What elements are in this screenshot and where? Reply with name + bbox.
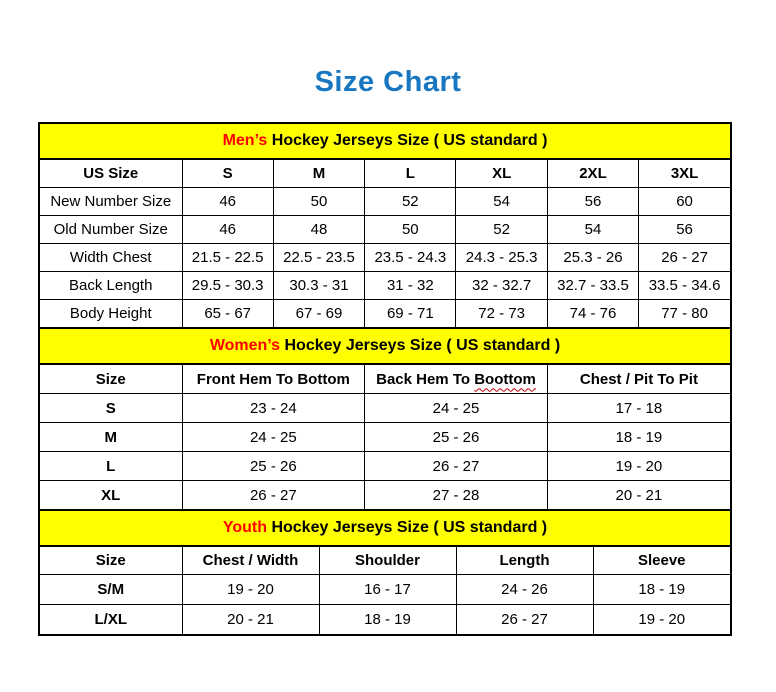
mens-cell: 77 - 80	[639, 300, 730, 328]
youth-cell: 16 - 17	[319, 575, 456, 605]
mens-table-row	[40, 300, 730, 328]
mens-cell: 23.5 - 24.3	[365, 244, 456, 272]
youth-cell: 18 - 19	[319, 605, 456, 635]
womens-table-row	[40, 423, 730, 452]
womens-header-cell: Size	[40, 365, 182, 394]
youth-header-row	[40, 547, 730, 575]
mens-cell: 30.3 - 31	[273, 272, 364, 300]
womens-cell: 25 - 26	[365, 423, 548, 452]
womens-cell: 20 - 21	[547, 481, 730, 510]
mens-cell: 72 - 73	[456, 300, 547, 328]
womens-cell: 17 - 18	[547, 394, 730, 423]
youth-cell: 18 - 19	[593, 575, 730, 605]
mens-cell: 52	[365, 188, 456, 216]
mens-cell: 52	[456, 216, 547, 244]
youth-section-header	[40, 509, 730, 547]
mens-cell: 69 - 71	[365, 300, 456, 328]
mens-header-cell: M	[273, 160, 364, 188]
youth-header-cell: Chest / Width	[182, 547, 319, 575]
mens-cell: 33.5 - 34.6	[639, 272, 730, 300]
youth-table-row	[40, 575, 730, 605]
youth-header-cell: Length	[456, 547, 593, 575]
mens-cell: 74 - 76	[547, 300, 638, 328]
womens-row-label: S	[40, 394, 182, 423]
mens-section-highlight: Men’s	[222, 132, 268, 149]
youth-cell: 20 - 21	[182, 605, 319, 635]
page-title: Size Chart	[314, 66, 462, 98]
womens-cell: 18 - 19	[547, 423, 730, 452]
womens-cell: 24 - 25	[365, 394, 548, 423]
mens-cell: 25.3 - 26	[547, 244, 638, 272]
mens-header-cell: 2XL	[547, 160, 638, 188]
mens-section-title: Hockey Jerseys Size ( US standard )	[267, 132, 548, 149]
youth-header-cell: Shoulder	[319, 547, 456, 575]
womens-section-title: Hockey Jerseys Size ( US standard )	[280, 337, 561, 354]
youth-size-table	[40, 547, 730, 634]
mens-cell: 26 - 27	[639, 244, 730, 272]
mens-cell: 54	[456, 188, 547, 216]
womens-row-label: L	[40, 452, 182, 481]
womens-header-back-prefix: Back Hem To	[376, 370, 471, 388]
womens-cell: 27 - 28	[365, 481, 548, 510]
womens-table-row	[40, 481, 730, 510]
womens-section-highlight: Women’s	[209, 337, 281, 354]
mens-cell: 60	[639, 188, 730, 216]
mens-cell: 29.5 - 30.3	[182, 272, 273, 300]
mens-cell: 50	[273, 188, 364, 216]
womens-cell: 23 - 24	[182, 394, 365, 423]
mens-cell: 46	[182, 216, 273, 244]
youth-row-label: S/M	[40, 575, 182, 605]
mens-table-row	[40, 216, 730, 244]
womens-table-row	[40, 394, 730, 423]
mens-cell: 67 - 69	[273, 300, 364, 328]
womens-table-row	[40, 452, 730, 481]
mens-table-row	[40, 272, 730, 300]
mens-header-cell: S	[182, 160, 273, 188]
mens-cell: 56	[547, 188, 638, 216]
mens-cell: 32 - 32.7	[456, 272, 547, 300]
mens-row-label: Old Number Size	[40, 216, 182, 244]
mens-header-row	[40, 160, 730, 188]
mens-cell: 31 - 32	[365, 272, 456, 300]
mens-cell: 32.7 - 33.5	[547, 272, 638, 300]
youth-table-row	[40, 605, 730, 635]
mens-row-label: New Number Size	[40, 188, 182, 216]
mens-row-label: Width Chest	[40, 244, 182, 272]
mens-cell: 50	[365, 216, 456, 244]
womens-cell: 26 - 27	[365, 452, 548, 481]
mens-header-cell: 3XL	[639, 160, 730, 188]
womens-cell: 24 - 25	[182, 423, 365, 452]
mens-cell: 46	[182, 188, 273, 216]
mens-header-cell: XL	[456, 160, 547, 188]
womens-header-cell	[365, 365, 548, 394]
womens-size-table	[40, 365, 730, 509]
mens-row-label: Back Length	[40, 272, 182, 300]
youth-cell: 26 - 27	[456, 605, 593, 635]
mens-row-label: Body Height	[40, 300, 182, 328]
youth-row-label: L/XL	[40, 605, 182, 635]
womens-header-cell: Chest / Pit To Pit	[547, 365, 730, 394]
womens-header-cell: Front Hem To Bottom	[182, 365, 365, 394]
womens-row-label: M	[40, 423, 182, 452]
womens-row-label: XL	[40, 481, 182, 510]
mens-cell: 22.5 - 23.5	[273, 244, 364, 272]
mens-section-header	[40, 124, 730, 160]
womens-cell: 26 - 27	[182, 481, 365, 510]
womens-section-header	[40, 327, 730, 365]
womens-header-misspelled-word: Boottom	[474, 370, 536, 388]
mens-table-row	[40, 244, 730, 272]
womens-cell: 25 - 26	[182, 452, 365, 481]
youth-cell: 19 - 20	[182, 575, 319, 605]
youth-header-cell: Size	[40, 547, 182, 575]
mens-header-cell: US Size	[40, 160, 182, 188]
youth-cell: 19 - 20	[593, 605, 730, 635]
mens-header-cell: L	[365, 160, 456, 188]
youth-section-title: Hockey Jerseys Size ( US standard )	[267, 519, 548, 536]
mens-cell: 24.3 - 25.3	[456, 244, 547, 272]
mens-cell: 56	[639, 216, 730, 244]
womens-cell: 19 - 20	[547, 452, 730, 481]
mens-table-row	[40, 188, 730, 216]
mens-cell: 48	[273, 216, 364, 244]
mens-cell: 21.5 - 22.5	[182, 244, 273, 272]
size-chart-table	[38, 122, 732, 636]
mens-cell: 65 - 67	[182, 300, 273, 328]
youth-header-cell: Sleeve	[593, 547, 730, 575]
mens-cell: 54	[547, 216, 638, 244]
youth-cell: 24 - 26	[456, 575, 593, 605]
youth-section-highlight: Youth	[222, 519, 267, 536]
mens-size-table	[40, 160, 730, 327]
womens-header-row	[40, 365, 730, 394]
